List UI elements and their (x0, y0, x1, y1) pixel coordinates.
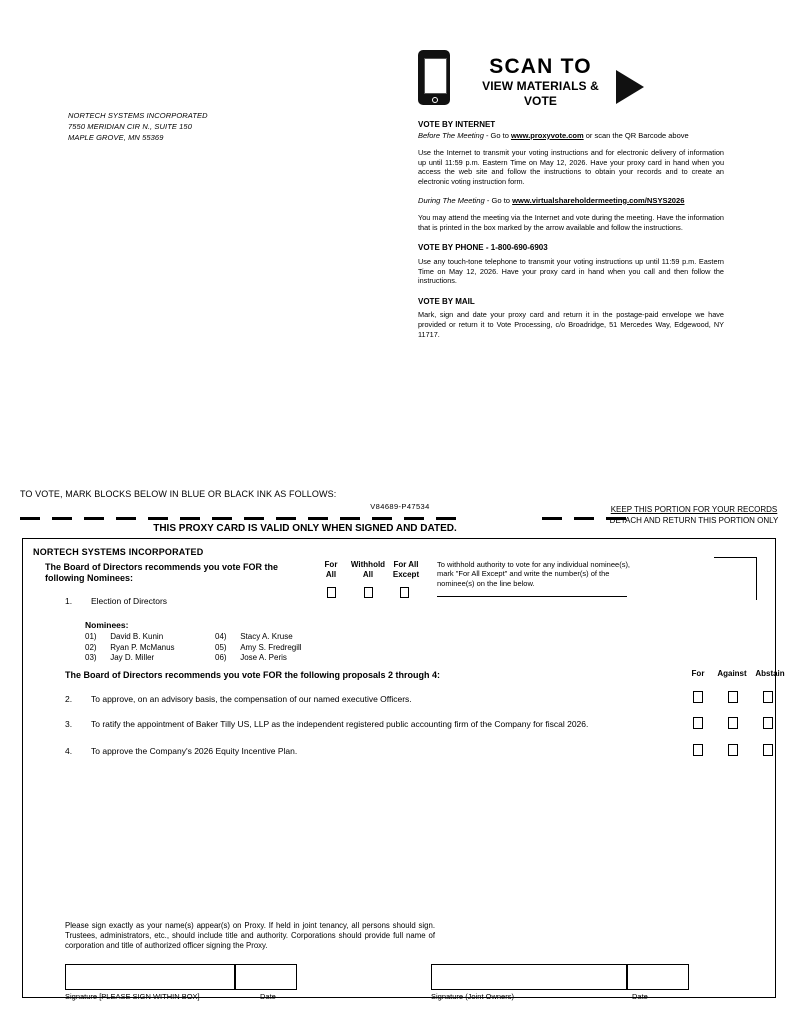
vote-by-internet-heading: VOTE BY INTERNET (418, 120, 496, 129)
joint-signature-date-field[interactable] (627, 964, 689, 990)
during-meeting-prefix: - Go to (484, 195, 513, 205)
column-header-for-all-line1: For (324, 560, 338, 569)
virtual-meeting-link[interactable]: www.virtualshareholdermeeting.com/NSYS2026 (512, 195, 685, 205)
signature-date-field[interactable] (235, 964, 297, 990)
before-meeting-line (418, 131, 724, 141)
nominees-label: Nominees: (85, 620, 129, 630)
nominee-row (85, 643, 345, 654)
before-meeting-suffix: or scan the QR Barcode above (583, 130, 689, 140)
nominee-number: 06) (215, 653, 227, 662)
before-meeting-label: Before The Meeting (418, 130, 484, 140)
checkbox-for-all[interactable] (327, 587, 336, 598)
nominee-number: 01) (85, 632, 97, 641)
column-header-withhold-line2: All (362, 570, 374, 579)
vote-instructions (418, 120, 724, 339)
column-header-for: For (691, 669, 705, 678)
joint-signature-field[interactable] (431, 964, 627, 990)
proxy-valid-note: THIS PROXY CARD IS VALID ONLY WHEN SIGNED AND DATED. (153, 523, 457, 534)
checkbox-proposal-4-abstain[interactable] (763, 744, 773, 756)
column-header-except-line1: For All (393, 560, 419, 569)
shareholder-address (68, 110, 208, 143)
checkbox-proposal-3-for[interactable] (693, 717, 703, 729)
smartphone-screen-icon (424, 58, 447, 94)
nominee-name: Amy S. Fredregill (240, 642, 302, 652)
nominee-number: 02) (85, 642, 97, 652)
signature-instructions: Please sign exactly as your name(s) appear(s) on Proxy. If held in joint tenancy, all persons should sign. Trustees, administrators, etc., should include title and authority. Corporations should provide full name of corporation and title of authorized officer signing the Proxy. (65, 921, 435, 950)
smartphone-button-icon (432, 97, 438, 103)
card-company-name: NORTECH SYSTEMS INCORPORATED (33, 547, 204, 557)
column-header-for-all (317, 560, 345, 580)
keep-portion-line-2: DETACH AND RETURN THIS PORTION ONLY (609, 516, 779, 525)
corner-bracket-marker (714, 557, 757, 600)
item-1-number: 1. (65, 596, 73, 606)
checkbox-proposal-2-abstain[interactable] (763, 691, 773, 703)
joint-signature-date-label: Date (632, 992, 648, 1001)
checkbox-for-all-except[interactable] (400, 587, 409, 598)
nominees-list (85, 632, 345, 664)
scan-to-title: SCAN TO (489, 55, 592, 78)
vote-by-mail-heading: VOTE BY MAIL (418, 296, 475, 306)
before-meeting-prefix: - Go to (483, 130, 511, 140)
during-meeting-line (418, 196, 724, 206)
nominee-number: 05) (215, 642, 227, 652)
column-header-withhold-all (349, 560, 387, 580)
nominee-number: 04) (215, 632, 227, 641)
column-header-except-line2: Except (392, 570, 420, 579)
signature-field[interactable] (65, 964, 235, 990)
nominee-name: Ryan P. McManus (110, 642, 175, 652)
scan-to-text (468, 54, 613, 109)
nominee-number: 03) (85, 653, 97, 662)
before-meeting-body: Use the Internet to transmit your voting instructions and for electronic delivery of information up until 11:59 p.m. Eastern Time on May 12, 2026. Have your proxy card in hand when you access the web site and follow the instructions to obtain your records and to create an electronic voting instruction form. (418, 148, 724, 186)
checkbox-proposal-2-for[interactable] (693, 691, 703, 703)
address-line-1: NORTECH SYSTEMS INCORPORATED (68, 111, 208, 120)
checkbox-proposal-4-for[interactable] (693, 744, 703, 756)
proposal-4-text: To approve the Company's 2026 Equity Incentive Plan. (91, 746, 298, 756)
checkbox-proposal-3-against[interactable] (728, 717, 738, 729)
proposal-2-text: To approve, on an advisory basis, the compensation of our named executive Officers. (91, 694, 412, 704)
board-recommendation-nominees: The Board of Directors recommends you vote FOR the following Nominees: (45, 562, 279, 583)
checkbox-proposal-4-against[interactable] (728, 744, 738, 756)
nominee-name: David B. Kunin (110, 632, 164, 641)
nominee-exception-input[interactable] (437, 595, 627, 597)
vote-by-phone-body: Use any touch-tone telephone to transmit your voting instructions up until 11:59 p.m. Eastern Time on May 12, 2026. Have your proxy card in hand when you call and then follow the instructions. (418, 256, 724, 286)
column-header-abstain: Abstain (755, 669, 785, 678)
during-meeting-body: You may attend the meeting via the Internet and vote during the meeting. Have the information that is printed in the box marked by the arrow available and follow the instructions. (418, 213, 724, 232)
nominee-name: Jose A. Peris (240, 653, 287, 662)
smartphone-icon (418, 50, 450, 105)
scan-to-header (418, 50, 648, 112)
proposal-3-text: To ratify the appointment of Baker Tilly US, LLP as the independent registered public accounting firm of the Company for fiscal 2026. (91, 719, 589, 729)
nominee-name: Jay D. Miller (110, 653, 155, 662)
proposal-2-number: 2. (65, 694, 73, 704)
keep-portion-line-1: KEEP THIS PORTION FOR YOUR RECORDS (610, 505, 778, 514)
proposal-3-number: 3. (65, 719, 73, 729)
address-line-2: 7550 MERIDIAN CIR N., SUITE 150 (68, 122, 192, 131)
joint-signature-label: Signature (Joint Owners) (431, 992, 514, 1001)
column-header-for-all-line2: All (325, 570, 337, 579)
signature-label: Signature [PLEASE SIGN WITHIN BOX] (65, 992, 200, 1001)
item-1-text: Election of Directors (91, 596, 168, 606)
signature-area (23, 964, 777, 1001)
column-header-for-all-except (387, 560, 425, 580)
checkbox-proposal-2-against[interactable] (728, 691, 738, 703)
nominee-name: Stacy A. Kruse (240, 632, 293, 641)
proposal-4-number: 4. (65, 746, 73, 756)
checkbox-withhold-all[interactable] (364, 587, 373, 598)
proxy-card (22, 538, 785, 1001)
nominee-row (85, 632, 345, 643)
checkbox-proposal-3-abstain[interactable] (763, 717, 773, 729)
scan-to-subtitle: VIEW MATERIALS & VOTE (482, 79, 599, 108)
column-header-withhold-line1: Withhold (350, 560, 386, 569)
during-meeting-label: During The Meeting (418, 195, 485, 205)
control-number: V84689-P47534 (370, 502, 430, 511)
proxyvote-link[interactable]: www.proxyvote.com (510, 130, 584, 140)
play-arrow-icon (616, 70, 644, 104)
nominee-row (85, 653, 345, 664)
address-line-3: MAPLE GROVE, MN 55369 (68, 133, 164, 142)
signature-date-label: Date (260, 992, 276, 1001)
vote-by-mail-body: Mark, sign and date your proxy card and return it in the postage-paid envelope we have provided or return it to Vote Processing, c/o Broadridge, 51 Mercedes Way, Edgewood, NY 11717. (418, 310, 724, 339)
column-header-against: Against (717, 669, 747, 678)
vote-by-phone-heading: VOTE BY PHONE - 1-800-690-6903 (418, 243, 548, 253)
withhold-authority-note: To withhold authority to vote for any individual nominee(s), mark "For All Except" and write the number(s) of the nominee(s) on the line below. (437, 560, 631, 588)
board-recommendation-proposals: The Board of Directors recommends you vote FOR the following proposals 2 through 4: (65, 670, 441, 680)
mark-blocks-instruction: TO VOTE, MARK BLOCKS BELOW IN BLUE OR BLACK INK AS FOLLOWS: (20, 489, 337, 499)
keep-portion-note (608, 504, 780, 526)
